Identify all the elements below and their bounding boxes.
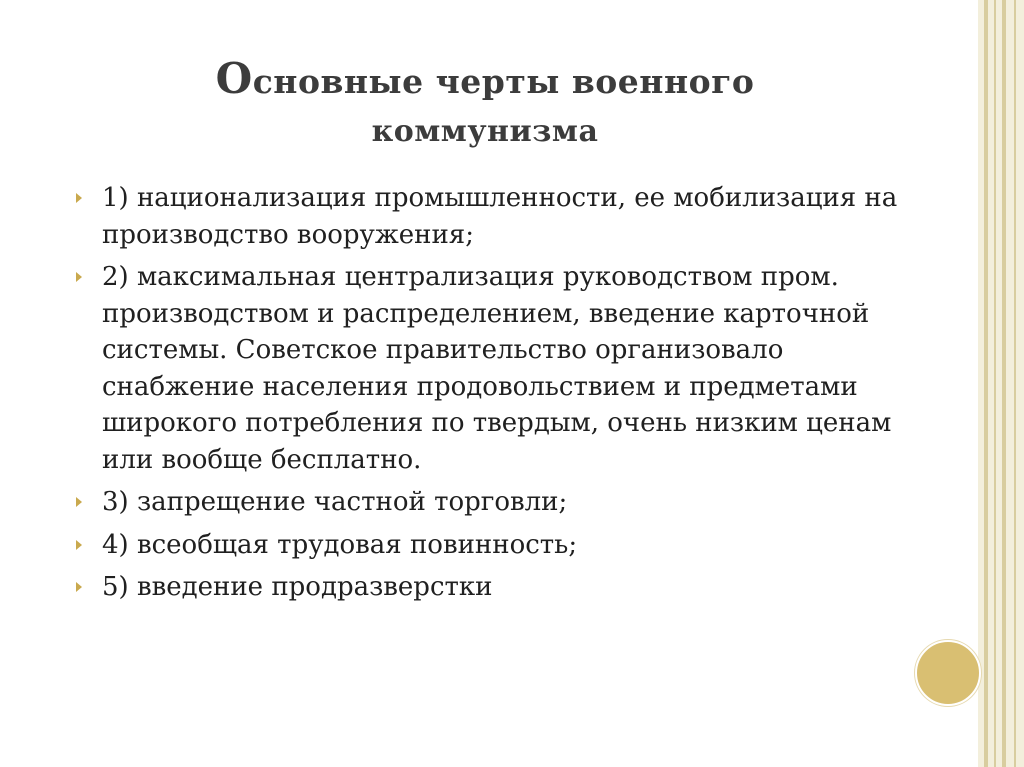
bullet-item-5 [72,569,932,606]
bullet-text: 4) всеобщая трудовая повинность; [102,529,578,560]
bullet-item-3 [72,484,932,521]
border-stripe [1014,0,1016,767]
bullet-item-4 [72,527,932,564]
bullet-text: 2) максимальная централизация руководством пром. производством и распределением, введение карточной системы. Советское правительство организовало снабжение населения продовольствием и предметами широкого потребления по твердым, очень низким ценам или вообще бесплатно. [102,262,892,475]
bullet-text: 1) национализация промышленности, ее мобилизация на производство вооружения; [102,183,898,250]
bullet-item-1 [72,180,932,253]
bullet-item-2 [72,259,932,478]
bullet-text: 5) введение продразверстки [102,572,493,602]
triangle-bullet-icon [76,193,82,203]
border-stripe [994,0,996,767]
title-line-2: коммунизма [371,113,599,149]
title-line-1-rest: сновные черты военного [252,62,755,101]
border-stripe [1002,0,1006,767]
decorative-border [978,0,1024,767]
triangle-bullet-icon [76,497,82,507]
triangle-bullet-icon [76,540,82,550]
triangle-bullet-icon [76,272,82,282]
title-line-1 [215,54,755,103]
bullet-text: 3) запрещение частной торговли; [102,487,568,517]
title-initial: О [215,54,253,103]
slide-title [120,50,850,152]
triangle-bullet-icon [76,582,82,592]
border-stripe [984,0,988,767]
bullet-list [72,180,932,612]
gold-circle-decoration [915,640,981,706]
